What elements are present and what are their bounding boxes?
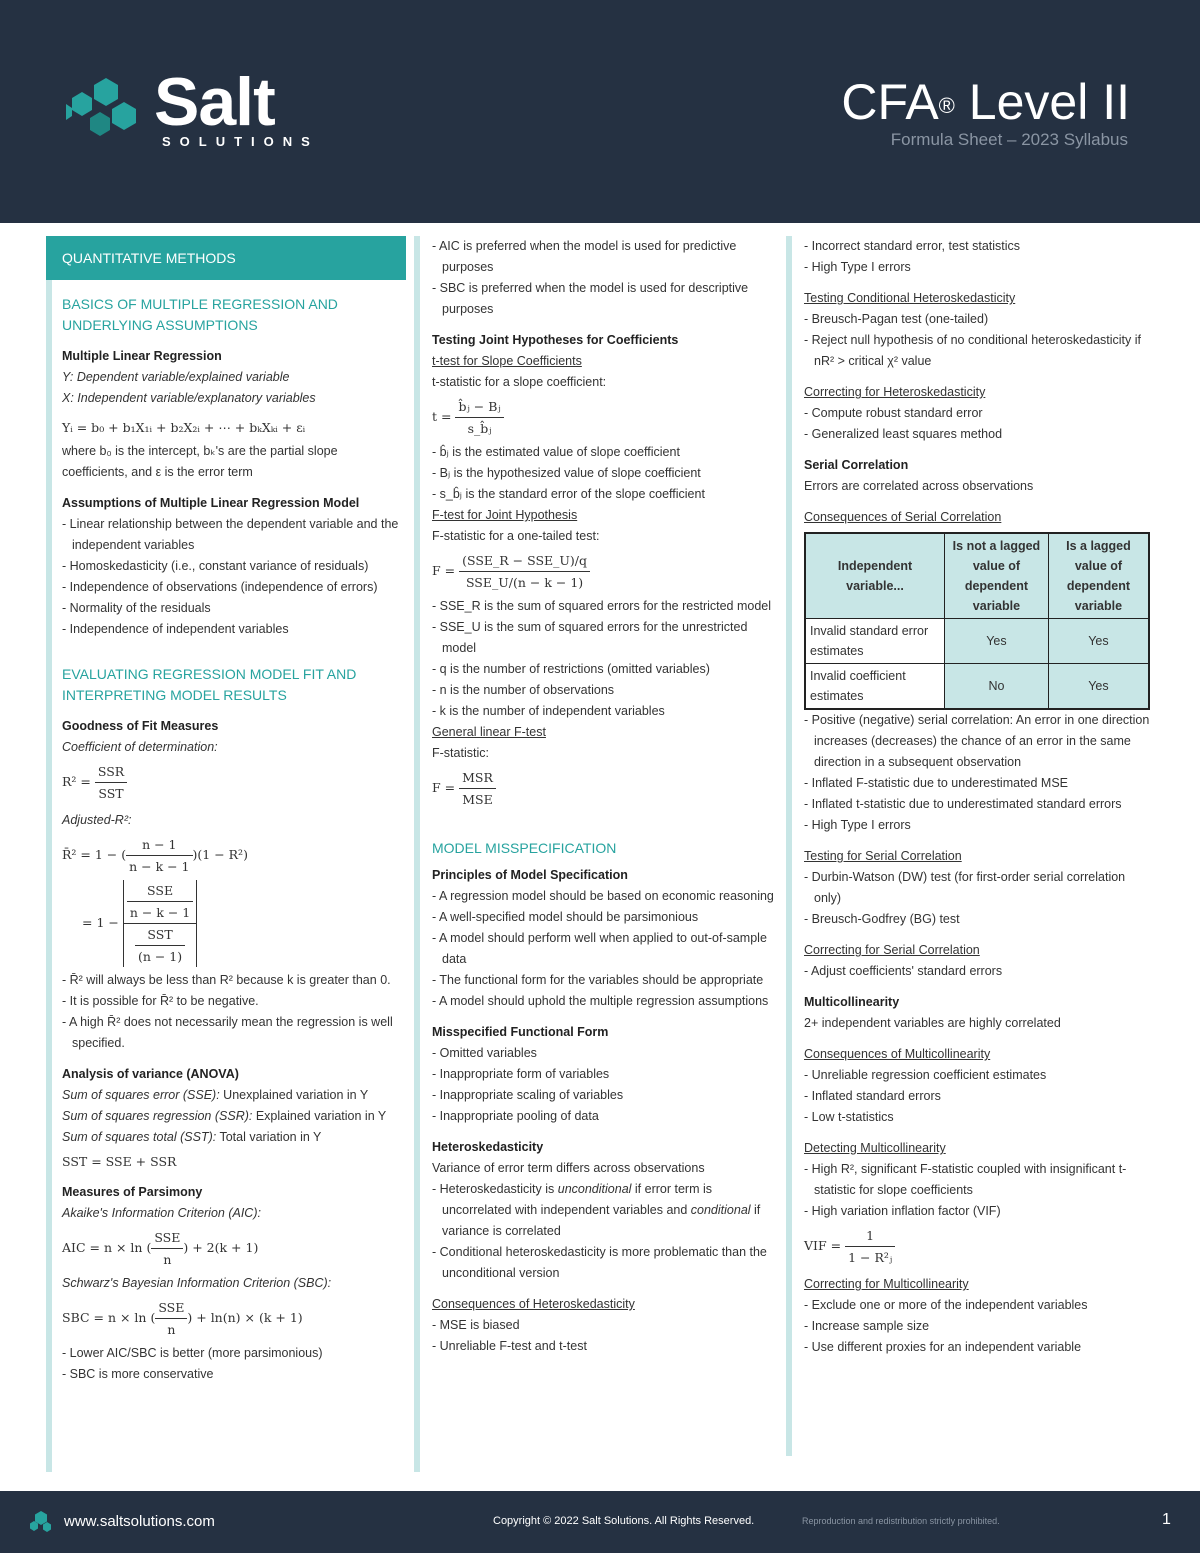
formula-lhs: R² = (62, 774, 91, 789)
numerator: SSE (151, 1227, 183, 1249)
list-item: - High R², significant F-statistic coupled with insignificant t-statistic for slope coefficients (804, 1162, 1127, 1197)
subtopic-heading: Correcting for Serial Correlation (804, 943, 980, 957)
denominator: n (167, 1322, 176, 1337)
list-item: - Increase sample size (804, 1319, 930, 1333)
formula-lhs: AIC = n × ln ( (62, 1240, 152, 1255)
topic-heading: Measures of Parsimony (62, 1185, 203, 1199)
definition: Explained variation in Y (252, 1109, 387, 1123)
list-item: - Conditional heteroskedasticity is more problematic than the unconditional version (432, 1245, 767, 1280)
formula-glf (432, 767, 778, 810)
list-item: - Low t-statistics (804, 1110, 894, 1124)
numerator: 1 (845, 1225, 895, 1247)
denominator: SST (98, 786, 124, 801)
list-item: - Linear relationship between the dependent variable and the independent variables (62, 517, 399, 552)
list-item: - A regression model should be based on economic reasoning (432, 889, 774, 903)
formula-lhs: VIF = (804, 1238, 842, 1253)
subtopic-heading: General linear F-test (432, 725, 546, 739)
column-1 (46, 236, 406, 1385)
list-item: - Inflated F-statistic due to underestimated MSE (804, 776, 1069, 790)
brand-name: Salt (154, 64, 275, 140)
label: F-statistic for a one-tailed test: (432, 529, 600, 543)
formula-sbc (62, 1297, 406, 1340)
list-item: - n is the number of observations (432, 683, 615, 697)
denominator: MSE (462, 792, 493, 807)
formula-rhs: ) + ln(n) × (k + 1) (187, 1310, 303, 1325)
list-item: - SSE_R is the sum of squared errors for the restricted model (432, 599, 772, 613)
list-item: - Incorrect standard error, test statistics (804, 239, 1021, 253)
table-row (805, 619, 1149, 664)
list-item: - Adjust coefficients' standard errors (804, 964, 1003, 978)
brand-subtitle: SOLUTIONS (162, 134, 319, 149)
hexagon-logo-icon (66, 68, 146, 138)
table-header-row (805, 533, 1149, 619)
formula-lhs: F = (432, 780, 456, 795)
list-item: - Breusch-Pagan test (one-tailed) (804, 312, 989, 326)
column-divider (786, 236, 792, 1456)
formula-lhs: SBC = n × ln ( (62, 1310, 156, 1325)
list-item: - A high R̄² does not necessarily mean the regression is well specified. (62, 1015, 393, 1050)
numerator: SSE (155, 1297, 187, 1319)
formula-adj-r2-alt (62, 880, 406, 967)
list-item: - Inappropriate form of variables (432, 1067, 610, 1081)
fraction (123, 880, 197, 967)
list-item: - Inflated standard errors (804, 1089, 941, 1103)
list-item: - Lower AIC/SBC is better (more parsimonious) (62, 1346, 323, 1360)
formula-sst: SST = SSE + SSR (62, 1154, 177, 1169)
subsection-header: BASICS OF MULTIPLE REGRESSION AND UNDERLYING ASSUMPTIONS (62, 296, 338, 333)
numerator: b̂ⱼ − Bⱼ (455, 396, 503, 418)
subtopic-heading: Detecting Multicollinearity (804, 1141, 946, 1155)
block-mlr (46, 346, 406, 640)
list-item: - AIC is preferred when the model is used for predictive purposes (432, 239, 737, 274)
formula-lhs: t = (432, 409, 452, 424)
table-cell: No (945, 664, 1049, 710)
denominator: n − k − 1 (129, 905, 191, 920)
list-item: - Heteroskedasticity is unconditional if error term is uncorrelated with independent variables and conditional if variance is correlated (432, 1182, 761, 1238)
formula-rhs: ) + 2(k + 1) (183, 1240, 259, 1255)
label: Akaike's Information Criterion (AIC): (62, 1206, 261, 1220)
topic-heading: Analysis of variance (ANOVA) (62, 1067, 239, 1081)
topic-heading: Testing Joint Hypotheses for Coefficients (432, 333, 679, 347)
numerator: SST (135, 924, 185, 946)
subtopic-heading: Testing for Serial Correlation (804, 849, 962, 863)
label: t-statistic for a slope coefficient: (432, 375, 607, 389)
list-item: - MSE is biased (432, 1318, 520, 1332)
list-item: - Normality of the residuals (62, 601, 211, 615)
fraction (126, 834, 192, 877)
salt-logo[interactable] (66, 64, 319, 158)
formula-explanation: where b₀ is the intercept, bₖ's are the partial slope coefficients, and ε is the error term (62, 444, 338, 479)
list-item: - b̂ⱼ is the estimated value of slope coefficient (432, 445, 680, 459)
section-header: QUANTITATIVE METHODS (46, 236, 406, 280)
denominator: 1 − R²ⱼ (848, 1250, 893, 1265)
column-2 (432, 236, 778, 1357)
list-item: - Unreliable F-test and t-test (432, 1339, 587, 1353)
subsection-header: EVALUATING REGRESSION MODEL FIT AND INTERPRETING MODEL RESULTS (62, 666, 357, 703)
table-cell: Yes (1048, 619, 1149, 664)
subtopic-heading: F-test for Joint Hypothesis (432, 508, 578, 522)
formula-aic (62, 1227, 406, 1270)
page-footer (0, 1491, 1200, 1553)
list-item: - Generalized least squares method (804, 427, 1003, 441)
title-cfa: CFA (841, 74, 939, 130)
definition-sst (62, 1127, 406, 1148)
topic-heading: Goodness of Fit Measures (62, 719, 219, 733)
topic-heading: Assumptions of Multiple Linear Regression Model (62, 496, 360, 510)
text: Heteroskedasticity is (439, 1182, 558, 1196)
topic-heading: Principles of Model Specification (432, 868, 628, 882)
subtopic-heading: Testing Conditional Heteroskedasticity (804, 291, 1016, 305)
list-item: - Durbin-Watson (DW) test (for first-order serial correlation only) (804, 870, 1126, 905)
table-row (805, 664, 1149, 710)
formula-mlr: Yᵢ = b₀ + b₁X₁ᵢ + b₂X₂ᵢ + ⋯ + bₖXₖᵢ + εᵢ (62, 420, 306, 435)
topic-heading: Multicollinearity (804, 995, 900, 1009)
term: conditional (690, 1203, 751, 1217)
page-number: 1 (1162, 1511, 1171, 1528)
table-cell: Invalid standard error estimates (805, 619, 945, 664)
copyright-text: Copyright © 2022 Salt Solutions. All Rights Reserved. (493, 1515, 755, 1527)
table-cell: Yes (945, 619, 1049, 664)
page-title (841, 74, 1130, 130)
list-item: - High Type I errors (804, 260, 911, 274)
subtopic-heading: Correcting for Multicollinearity (804, 1277, 969, 1291)
formula-lhs: = 1 − (82, 915, 119, 930)
denominator: n (163, 1252, 172, 1267)
term: unconditional (557, 1182, 632, 1196)
topic-heading: Serial Correlation (804, 458, 909, 472)
subtopic-heading: Correcting for Heteroskedasticity (804, 385, 986, 399)
formula-adj-r2 (62, 834, 406, 877)
list-item: - Bⱼ is the hypothesized value of slope coefficient (432, 466, 701, 480)
denominator: s_b̂ⱼ (467, 421, 492, 436)
subtopic-heading: Consequences of Multicollinearity (804, 1047, 991, 1061)
numerator: MSR (459, 767, 496, 789)
fraction (155, 1297, 187, 1340)
definition: Variance of error term differs across observations (432, 1161, 705, 1175)
topic-heading: Heteroskedasticity (432, 1140, 544, 1154)
list-item: - q is the number of restrictions (omitted variables) (432, 662, 710, 676)
subtopic-heading: Consequences of Serial Correlation (804, 510, 1002, 524)
fraction (135, 924, 185, 967)
list-item: - A model should perform well when applied to out-of-sample data (432, 931, 767, 966)
list-item: - Inappropriate scaling of variables (432, 1088, 624, 1102)
list-item: - R̄² will always be less than R² because k is greater than 0. (62, 973, 391, 987)
table-cell: Invalid coefficient estimates (805, 664, 945, 710)
denominator: SSE_U/(n − k − 1) (465, 575, 584, 590)
table-header: Is a lagged value of dependent variable (1048, 533, 1149, 619)
numerator (124, 880, 196, 924)
title-level: Level II (954, 74, 1130, 130)
list-item: - Breusch-Godfrey (BG) test (804, 912, 960, 926)
list-item: - Inappropriate pooling of data (432, 1109, 599, 1123)
definition-ssr (62, 1106, 406, 1127)
list-item: - Compute robust standard error (804, 406, 983, 420)
section-header: MODEL MISSPECIFICATION (432, 840, 617, 856)
table-cell: Yes (1048, 664, 1149, 710)
definition: Total variation in Y (216, 1130, 322, 1144)
label: Schwarz's Bayesian Information Criterion (SBC): (62, 1276, 332, 1290)
term: Sum of squares error (SSE): (62, 1088, 220, 1102)
definition: Errors are correlated across observations (804, 479, 1034, 493)
definition: 2+ independent variables are highly correlated (804, 1016, 1061, 1030)
list-item: - Omitted variables (432, 1046, 537, 1060)
list-item: - s_b̂ⱼ is the standard error of the slope coefficient (432, 487, 705, 501)
numerator: SSR (95, 761, 127, 783)
text: if error term is uncorrelated with independent variables and (442, 1182, 712, 1217)
topic-heading: Multiple Linear Regression (62, 349, 222, 363)
redistribution-notice: Reproduction and redistribution strictly prohibited. (802, 1516, 1000, 1526)
formula-f (432, 550, 778, 593)
formula-vif (804, 1225, 1150, 1268)
fraction (127, 880, 193, 923)
list-item: - Independence of independent variables (62, 622, 289, 636)
list-item: - SSE_U is the sum of squared errors for the unrestricted model (432, 620, 748, 655)
registered-mark: ® (938, 93, 955, 118)
formula-lhs: F = (432, 563, 456, 578)
list-item: - The functional form for the variables should be appropriate (432, 973, 764, 987)
list-item: - A model should uphold the multiple regression assumptions (432, 994, 769, 1008)
list-item: - SBC is more conservative (62, 1367, 214, 1381)
fraction (95, 761, 127, 804)
definition-sse (62, 1085, 406, 1106)
label: Coefficient of determination: (62, 740, 218, 754)
formula-r2 (62, 761, 406, 804)
table-header: Independent variable... (805, 533, 945, 619)
formula-lhs: R̄² = 1 − ( (62, 847, 127, 862)
list-item: - Unreliable regression coefficient estimates (804, 1068, 1047, 1082)
topic-heading: Misspecified Functional Form (432, 1025, 609, 1039)
list-item: - Exclude one or more of the independent variables (804, 1298, 1088, 1312)
definition-y: Y: Dependent variable/explained variable (62, 370, 290, 384)
label: Adjusted-R²: (62, 813, 132, 827)
column-divider (414, 236, 420, 1472)
website-link[interactable]: www.saltsolutions.com (64, 1513, 215, 1530)
fraction (845, 1225, 895, 1268)
serial-correlation-table (804, 532, 1150, 710)
formula-t (432, 396, 778, 439)
fraction (459, 767, 496, 810)
page-subtitle: Formula Sheet – 2023 Syllabus (890, 130, 1128, 149)
denominator (124, 924, 196, 967)
fraction (455, 396, 503, 439)
subtopic-heading: Consequences of Heteroskedasticity (432, 1297, 635, 1311)
label: F-statistic: (432, 746, 489, 760)
list-item: - Reject null hypothesis of no conditional heteroskedasticity if nR² > critical χ² value (804, 333, 1141, 368)
list-item: - SBC is preferred when the model is used for descriptive purposes (432, 281, 749, 316)
list-item: - k is the number of independent variables (432, 704, 665, 718)
formula-rhs: )(1 − R²) (192, 847, 248, 862)
list-item: - Positive (negative) serial correlation: An error in one direction increases (decreases) the chance of an error in the same direction in a subsequent observation (804, 713, 1150, 769)
block-fit (46, 716, 406, 1385)
definition-x: X: Independent variable/explanatory variables (62, 391, 316, 405)
subtopic-heading: t-test for Slope Coefficients (432, 354, 582, 368)
list-item: - Use different proxies for an independent variable (804, 1340, 1082, 1354)
numerator: SSE (127, 880, 193, 902)
term: Sum of squares total (SST): (62, 1130, 217, 1144)
denominator: n − k − 1 (129, 859, 190, 874)
term: Sum of squares regression (SSR): (62, 1109, 253, 1123)
list-item: - High variation inflation factor (VIF) (804, 1204, 1001, 1218)
numerator: (SSE_R − SSE_U)/q (459, 550, 590, 572)
list-item: - It is possible for R̄² to be negative. (62, 994, 259, 1008)
hexagon-logo-icon (28, 1509, 54, 1535)
list-item: - Homoskedasticity (i.e., constant variance of residuals) (62, 559, 369, 573)
table-header: Is not a lagged value of dependent variable (945, 533, 1049, 619)
denominator: (n − 1) (137, 949, 183, 964)
page-header (0, 0, 1200, 223)
numerator: n − 1 (126, 834, 192, 856)
column-3 (804, 236, 1150, 1358)
fraction (459, 550, 590, 593)
list-item: - High Type I errors (804, 818, 911, 832)
list-item: - A well-specified model should be parsimonious (432, 910, 699, 924)
list-item: - Independence of observations (independence of errors) (62, 580, 378, 594)
definition: Unexplained variation in Y (219, 1088, 369, 1102)
text: if variance is correlated (442, 1203, 761, 1238)
fraction (151, 1227, 183, 1270)
list-item: - Inflated t-statistic due to underestimated standard errors (804, 797, 1122, 811)
